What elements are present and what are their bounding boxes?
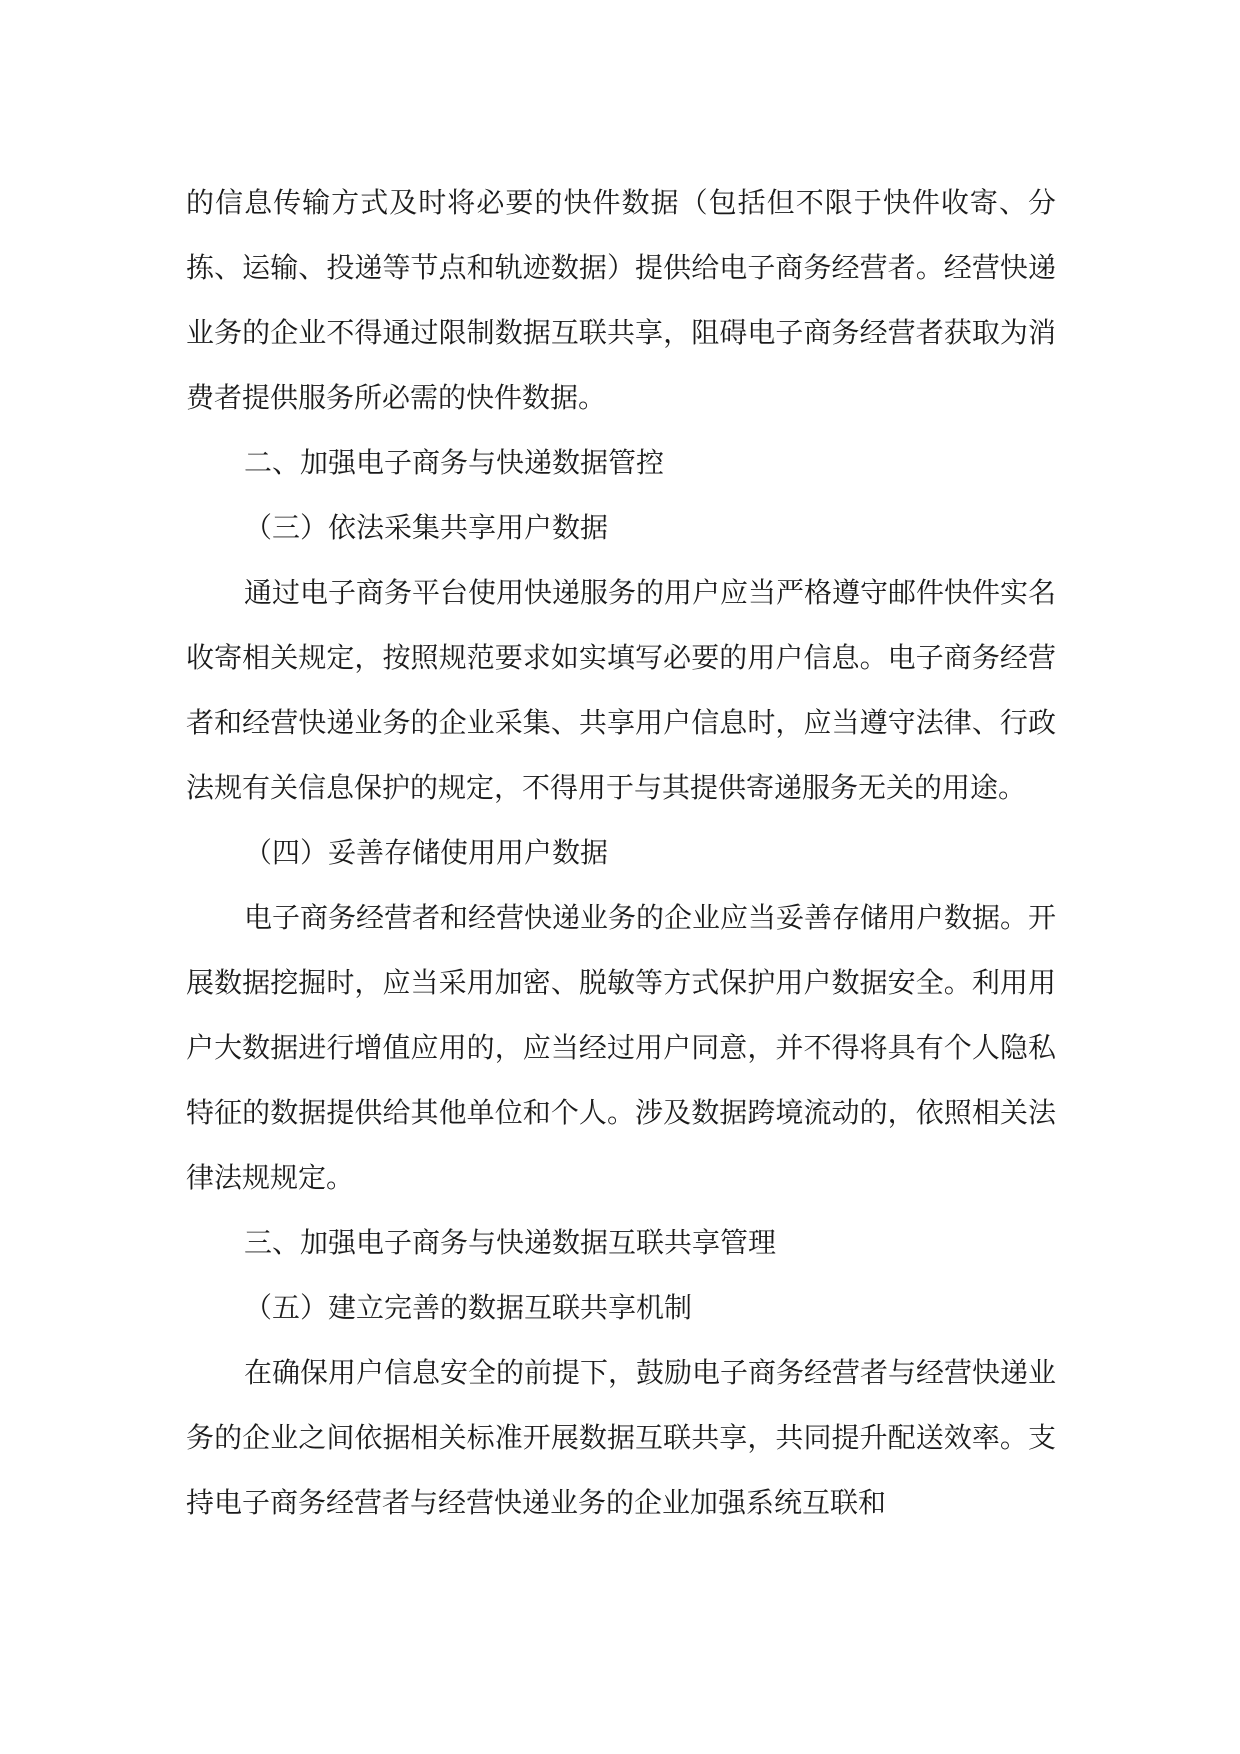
subsection-heading-4: （四）妥善存储使用用户数据	[244, 836, 609, 869]
section-heading-2: 二、加强电子商务与快递数据管控	[244, 446, 665, 479]
paragraph-collect-share-user-data: 通过电子商务平台使用快递服务的用户应当严格遵守邮件快件实名收寄相关规定，按照规范要求如实填写必要的用户信息。电子商务经营者和经营快递业务的企业采集、共享用户信息时，应当遵守法律、行政法规有关信息保护的规定，不得用于与其提供寄递服务无关的用途。	[186, 576, 1057, 804]
paragraph-store-use-user-data: 电子商务经营者和经营快递业务的企业应当妥善存储用户数据。开展数据挖掘时，应当采用加密、脱敏等方式保护用户数据安全。利用用户大数据进行增值应用的，应当经过用户同意，并不得将具有个人隐私特征的数据提供给其他单位和个人。涉及数据跨境流动的，依照相关法律法规规定。	[186, 901, 1057, 1194]
section-heading-3: 三、加强电子商务与快递数据互联共享管理	[244, 1226, 777, 1259]
paragraph-data-sharing-mechanism: 在确保用户信息安全的前提下，鼓励电子商务经营者与经营快递业务的企业之间依据相关标准开展数据互联共享，共同提升配送效率。支持电子商务经营者与经营快递业务的企业加强系统互联和	[186, 1356, 1057, 1519]
paragraph-continuation: 的信息传输方式及时将必要的快件数据（包括但不限于快件收寄、分拣、运输、投递等节点和轨迹数据）提供给电子商务经营者。经营快递业务的企业不得通过限制数据互联共享，阻碍电子商务经营者获取为消费者提供服务所必需的快件数据。	[186, 186, 1056, 414]
subsection-heading-5: （五）建立完善的数据互联共享机制	[244, 1291, 693, 1324]
subsection-heading-3: （三）依法采集共享用户数据	[244, 511, 609, 544]
document-body	[186, 170, 1056, 1535]
